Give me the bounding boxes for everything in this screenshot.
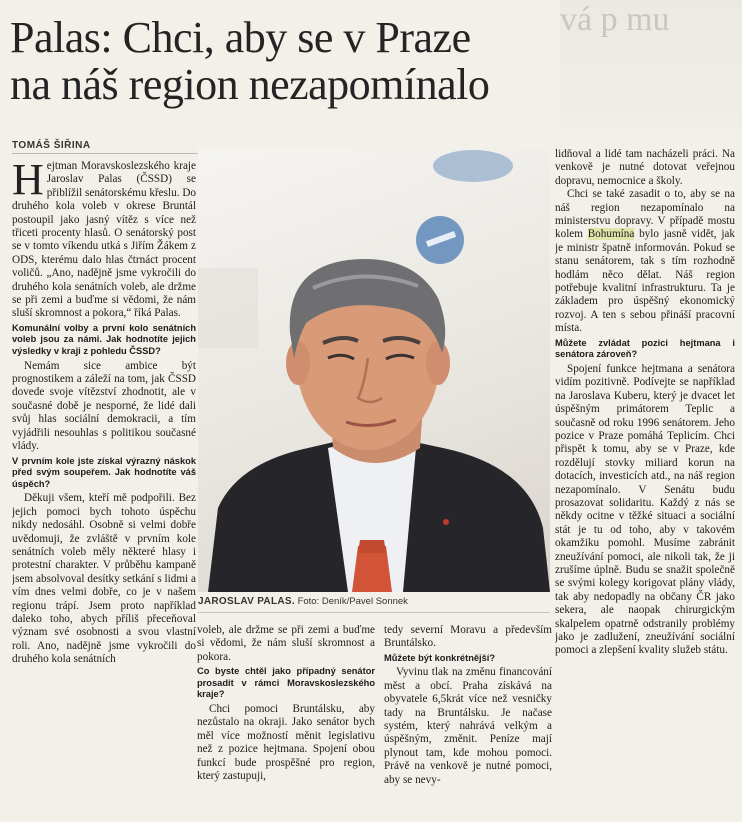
text-span: Chci se také zasadit o to, aby se na náš region nezapomínalo na ministerstvu dopravy. V případě mostu kolem	[555, 188, 735, 241]
lead-paragraph: ejtman Moravskoslezského kraje Jaroslav Palas (ČSSD) se přiblížil senátorskému křeslu. Do druhého kola voleb v okrese Bruntál postoupil jako jasný vítěz s více než třiceti procenty hlasů. O senátorský post se v tomto víkendu utká s Jiřím Žákem z ODS, kterému dalo hlas čtrnáct procent voličů. „Ano, nadějně jsme vykročili do druhého kola senátních voleb, ale držme se při zemi a buďme si vědomi, že nám sluší skromnost a pokora,“ říká Palas.	[12, 160, 196, 320]
paragraph: tedy severní Moravu a především Bruntálsko.	[384, 624, 552, 650]
portrait-illustration	[198, 148, 550, 592]
answer-3: Chci pomoci Bruntálsku, aby nezůstalo na okraji. Jako senátor bych měl více možností měnit legislativu než z pozice hejtmana. Spojení obou funkcí bude prospěšné pro region, který zastupuji,	[197, 703, 375, 783]
answer-1: Nemám sice ambice být prognostikem a záleží na tom, jak ČSSD dovede svoje vítězství zhodnotit, ale v současné době je nesporné, že lidé dali svůj hlas sociální demokracii, a tím vyjádřili nesouhlas s politikou současné vlády.	[12, 359, 196, 453]
photo-caption	[198, 596, 550, 613]
question-1: Komunální volby a první kolo senátních voleb jsou za námi. Jak hodnotíte jejich výsledky v kraji z pohledu ČSSD?	[12, 322, 196, 357]
answer-4: Vyvinu tlak na změnu financování měst a obcí. Praha získává na obyvatele 6,5krát více než vesničky tady na Bruntálsku. Je načase systém, který nahrává velkým a úspěšným, změnit. Peníze mají plynout tam, kde mohou pomoci. Právě na venkově je nutné pomoci, aby se nevy-	[384, 666, 552, 786]
bleed-through-text: vá p mu	[560, 0, 742, 130]
headline-line-2: na náš region nezapomínalo	[10, 60, 490, 109]
right-ear	[426, 341, 450, 385]
byline: TOMÁŠ ŠIŘINA	[12, 140, 372, 154]
question-5: Můžete zvládat pozici hejtmana i senátora zároveň?	[555, 337, 735, 360]
article-column-4	[555, 148, 735, 820]
caption-name: JAROSLAV PALAS.	[198, 596, 295, 607]
answer-2: Děkuji všem, kteří mě podpořili. Bez jejich pomoci bych tohoto úspěchu nikdy nedosáhl. Osobně si velmi dobře uvědomuji, že zvláště v prvním kole senátních voleb měly některé hlasy i protestní charakter. V průběhu kampaně jsem absolvoval desítky setkání s lidmi a vím dnes velmi dobře, co je v našem regionu trápí. Jsem proto například daleko toho, abych příliš přeceňoval význam své osobnosti a svou vlastní roli. Ano, nadějně jsme vykročili do druhého kola senátních	[12, 492, 196, 666]
question-4: Můžete být konkrétnější?	[384, 652, 496, 663]
lapel-pin	[443, 519, 449, 525]
answer-5: Spojení funkce hejtmana a senátora vidím pozitivně. Podívejte se například na Jaroslava Kuberu, který je dvacet let úspěšným primátorem Teplic a současně od roku 1996 senátorem. Jeho pozice v Praze pomáhá Teplicím. Chci přispět k tomu, aby se v Praze, kde rozdělují stovky miliard korun na dotacích, investicích atd., na náš region nezapomínalo. V Senátu budu prosazovat solidaritu. Každý z nás se někdy ocitne v těžké situaci a sociální stát je tu od toho, aby v takovém okamžiku pomohl. Musíme zabránit zneužívání pomoci, ale nikoli tak, že ji zrušíme úplně. Budu se snažit společně se svými kolegy korigovat plány vlády, tak aby nedopadly na občany ČR jako sekera, ale naopak chirurgickým skalpelem opatrně odstranily problémy jako je zadlužení, zneužívání sociální pomoci a zlepšení kvality služeb státu.	[555, 362, 735, 657]
portrait-photo	[198, 148, 550, 592]
paragraph-bohumin	[555, 188, 735, 335]
left-ear	[286, 341, 310, 385]
highlighted-word: Bohumína	[587, 228, 635, 241]
tie-knot	[358, 540, 386, 553]
text-span: bylo jasně vidět, jak je ministr špatně informován. Pokud se stanu senátorem, tak s tím rozhodně hodlám něco dělat. Náš region potřebuje kvalitní infrastrukturu. Ta je základem pro úspěšný ekonomický rozvoj. A ten s sebou přináší pracovní místa.	[555, 228, 735, 335]
question-3: Co byste chtěl jako případný senátor prosadit v rámci Moravskoslezského kraje?	[197, 666, 375, 700]
caption-credit: Foto: Deník/Pavel Sonnek	[297, 596, 408, 607]
drop-cap: H	[12, 160, 44, 204]
question-2: V prvním kole jste získal výrazný náskok před svým soupeřem. Jak hodnotíte váš úspěch?	[12, 455, 196, 489]
background-panel	[198, 268, 258, 348]
headline-line-1: Palas: Chci, aby se v Praze	[10, 13, 471, 62]
background-blob	[433, 150, 513, 182]
paragraph: lidňoval a lidé tam nacházeli práci. Na venkově je nutné dotovat veřejnou dopravu, nemocnice a školy.	[555, 148, 735, 187]
article-column-1	[12, 160, 196, 812]
article-column-2	[197, 624, 375, 820]
paragraph: voleb, ale držme se při zemi a buďme si vědomi, že nám sluší skromnost a pokora.	[197, 624, 375, 663]
headline	[10, 14, 610, 108]
article-column-3	[384, 624, 552, 820]
